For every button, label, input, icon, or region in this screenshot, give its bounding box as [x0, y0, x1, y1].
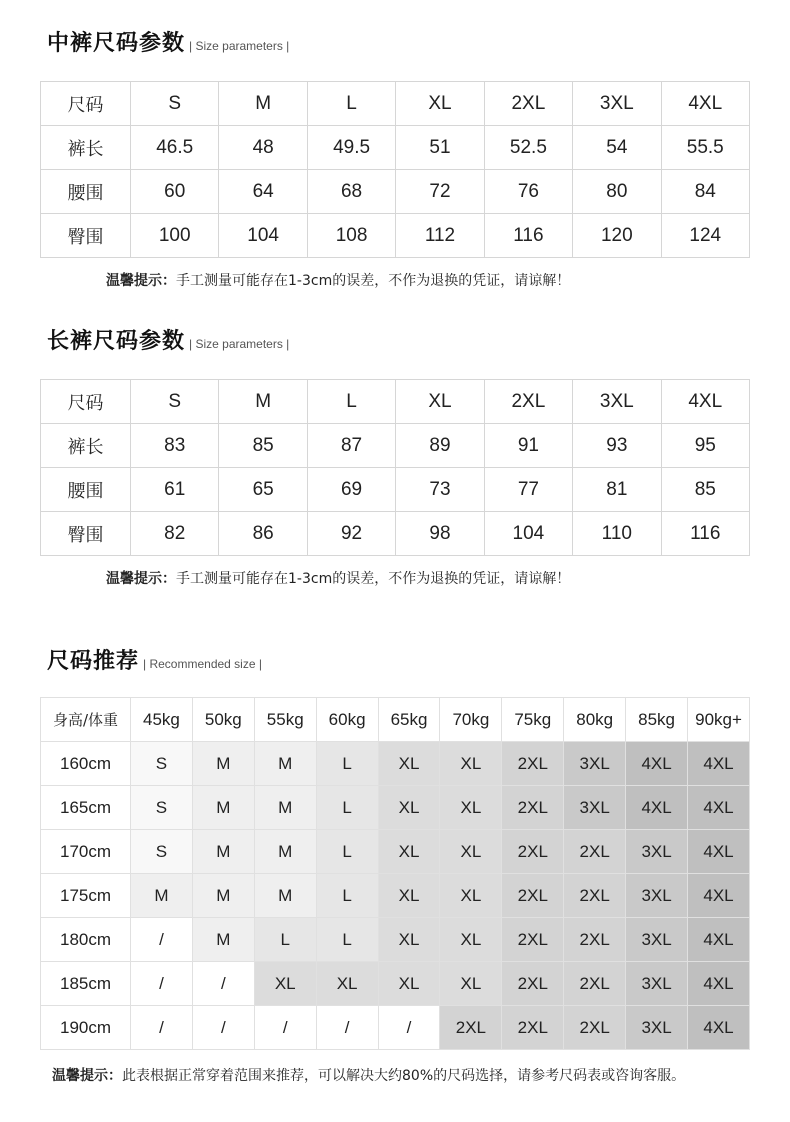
size-cell: XL — [440, 830, 502, 874]
weight-header-cell: 60kg — [316, 698, 378, 742]
table-row — [41, 742, 750, 786]
size-cell: / — [131, 918, 193, 962]
size-cell: XL — [440, 742, 502, 786]
row-label: 腰围 — [41, 468, 131, 512]
recommend-note — [52, 1065, 685, 1085]
recommend-subtitle-text: | Recommended size | — [143, 657, 262, 671]
height-label: 160cm — [41, 742, 131, 786]
header-cell: 4XL — [661, 380, 749, 424]
size-cell: 3XL — [626, 830, 688, 874]
table-cell: 110 — [573, 512, 661, 556]
size-cell: S — [131, 742, 193, 786]
header-cell: 3XL — [573, 380, 661, 424]
size-cell: 3XL — [564, 742, 626, 786]
weight-header-cell: 65kg — [378, 698, 440, 742]
note-label: 温馨提示： — [106, 273, 176, 289]
table-row — [41, 424, 750, 468]
size-cell: / — [192, 1006, 254, 1050]
header-cell: XL — [396, 380, 484, 424]
table-row — [41, 1006, 750, 1050]
size-cell: 3XL — [626, 1006, 688, 1050]
size-cell: S — [131, 786, 193, 830]
row-label: 臀围 — [41, 512, 131, 556]
height-label: 170cm — [41, 830, 131, 874]
table-cell: 76 — [484, 170, 572, 214]
table-row — [41, 918, 750, 962]
size-cell: L — [316, 742, 378, 786]
table-header-row — [41, 380, 750, 424]
size-cell: 2XL — [564, 962, 626, 1006]
shorts-subtitle-text: | Size parameters | — [189, 39, 290, 53]
table-cell: 104 — [219, 214, 307, 258]
table-cell: 112 — [396, 214, 484, 258]
row-label: 裤长 — [41, 424, 131, 468]
header-cell: M — [219, 380, 307, 424]
size-cell: 4XL — [688, 874, 750, 918]
note-label: 温馨提示： — [106, 571, 176, 587]
row-label: 腰围 — [41, 170, 131, 214]
weight-header-cell: 80kg — [564, 698, 626, 742]
size-cell: L — [316, 918, 378, 962]
weight-header-cell: 55kg — [254, 698, 316, 742]
size-cell: M — [254, 786, 316, 830]
size-cell: XL — [440, 962, 502, 1006]
table-cell: 80 — [573, 170, 661, 214]
table-cell: 51 — [396, 126, 484, 170]
size-cell: M — [192, 742, 254, 786]
pants-subtitle-text: | Size parameters | — [189, 337, 290, 351]
table-cell: 72 — [396, 170, 484, 214]
table-row — [41, 830, 750, 874]
size-cell: 3XL — [626, 962, 688, 1006]
size-cell: M — [254, 830, 316, 874]
size-cell: M — [254, 874, 316, 918]
table-cell: 91 — [484, 424, 572, 468]
row-label: 臀围 — [41, 214, 131, 258]
size-cell: L — [254, 918, 316, 962]
size-cell: M — [192, 830, 254, 874]
size-cell: 2XL — [564, 830, 626, 874]
header-cell: M — [219, 82, 307, 126]
table-cell: 124 — [661, 214, 749, 258]
table-header-row — [41, 698, 750, 742]
size-cell: XL — [440, 786, 502, 830]
size-cell: M — [254, 742, 316, 786]
height-label: 180cm — [41, 918, 131, 962]
table-cell: 69 — [307, 468, 395, 512]
size-cell: 3XL — [626, 918, 688, 962]
size-cell: XL — [378, 742, 440, 786]
table-cell: 52.5 — [484, 126, 572, 170]
size-cell: 4XL — [688, 742, 750, 786]
header-cell: S — [131, 380, 219, 424]
header-cell: 4XL — [661, 82, 749, 126]
table-cell: 92 — [307, 512, 395, 556]
table-cell: 48 — [219, 126, 307, 170]
height-label: 185cm — [41, 962, 131, 1006]
size-cell: 3XL — [564, 786, 626, 830]
table-cell: 46.5 — [131, 126, 219, 170]
size-cell: XL — [254, 962, 316, 1006]
table-cell: 85 — [219, 424, 307, 468]
table-cell: 87 — [307, 424, 395, 468]
table-cell: 93 — [573, 424, 661, 468]
size-cell: 2XL — [502, 962, 564, 1006]
table-cell: 116 — [484, 214, 572, 258]
table-row — [41, 786, 750, 830]
header-cell: XL — [396, 82, 484, 126]
header-cell: 3XL — [573, 82, 661, 126]
pants-size-title — [47, 324, 289, 355]
shorts-measure-note — [106, 270, 570, 290]
pants-title-text: 长裤尺码参数 — [47, 329, 186, 354]
size-cell: / — [192, 962, 254, 1006]
recommend-title-text: 尺码推荐 — [47, 649, 140, 674]
table-cell: 81 — [573, 468, 661, 512]
size-cell: 4XL — [626, 742, 688, 786]
size-cell: 3XL — [626, 874, 688, 918]
weight-header-cell: 75kg — [502, 698, 564, 742]
table-cell: 61 — [131, 468, 219, 512]
size-cell: 4XL — [688, 962, 750, 1006]
shorts-size-title — [47, 26, 289, 57]
size-cell: 2XL — [502, 786, 564, 830]
table-cell: 120 — [573, 214, 661, 258]
weight-header-cell: 45kg — [131, 698, 193, 742]
header-cell: L — [307, 380, 395, 424]
header-cell: 尺码 — [41, 82, 131, 126]
note-text: 手工测量可能存在1-3cm的误差，不作为退换的凭证，请谅解！ — [176, 571, 571, 587]
height-label: 190cm — [41, 1006, 131, 1050]
table-row — [41, 170, 750, 214]
header-cell: 2XL — [484, 380, 572, 424]
size-cell: L — [316, 874, 378, 918]
size-cell: XL — [378, 786, 440, 830]
table-cell: 95 — [661, 424, 749, 468]
size-cell: 4XL — [688, 830, 750, 874]
table-cell: 89 — [396, 424, 484, 468]
size-cell: 4XL — [688, 786, 750, 830]
weight-header-cell: 85kg — [626, 698, 688, 742]
table-cell: 64 — [219, 170, 307, 214]
table-cell: 49.5 — [307, 126, 395, 170]
table-cell: 60 — [131, 170, 219, 214]
height-label: 165cm — [41, 786, 131, 830]
table-cell: 54 — [573, 126, 661, 170]
size-cell: 2XL — [502, 874, 564, 918]
size-cell: S — [131, 830, 193, 874]
size-cell: M — [192, 874, 254, 918]
table-row — [41, 468, 750, 512]
table-cell: 83 — [131, 424, 219, 468]
size-cell: / — [316, 1006, 378, 1050]
size-cell: 4XL — [688, 918, 750, 962]
size-cell: 4XL — [688, 1006, 750, 1050]
size-cell: M — [192, 786, 254, 830]
size-cell: XL — [378, 918, 440, 962]
size-cell: M — [131, 874, 193, 918]
table-cell: 86 — [219, 512, 307, 556]
table-cell: 84 — [661, 170, 749, 214]
recommend-size-title — [47, 644, 262, 675]
table-cell: 77 — [484, 468, 572, 512]
table-cell: 68 — [307, 170, 395, 214]
size-cell: / — [378, 1006, 440, 1050]
note-text: 手工测量可能存在1-3cm的误差，不作为退换的凭证，请谅解！ — [176, 273, 571, 289]
table-cell: 116 — [661, 512, 749, 556]
size-cell: 2XL — [564, 1006, 626, 1050]
weight-header-cell: 70kg — [440, 698, 502, 742]
size-cell: XL — [378, 874, 440, 918]
height-weight-corner: 身高/体重 — [41, 698, 131, 742]
shorts-size-table — [40, 81, 750, 258]
header-cell: 尺码 — [41, 380, 131, 424]
note-text: 此表根据正常穿着范围来推荐，可以解决大约80%的尺码选择，请参考尺码表或咨询客服。 — [122, 1068, 686, 1084]
size-cell: 2XL — [502, 830, 564, 874]
header-cell: S — [131, 82, 219, 126]
size-recommendation-table — [40, 697, 750, 1050]
table-row — [41, 126, 750, 170]
table-cell: 73 — [396, 468, 484, 512]
table-cell: 65 — [219, 468, 307, 512]
size-cell: M — [192, 918, 254, 962]
height-label: 175cm — [41, 874, 131, 918]
table-row — [41, 962, 750, 1006]
size-cell: XL — [440, 874, 502, 918]
pants-size-table — [40, 379, 750, 556]
size-cell: / — [131, 962, 193, 1006]
size-cell: 2XL — [502, 1006, 564, 1050]
size-cell: 2XL — [564, 874, 626, 918]
size-cell: XL — [378, 830, 440, 874]
size-cell: 2XL — [564, 918, 626, 962]
size-cell: L — [316, 786, 378, 830]
size-cell: 2XL — [440, 1006, 502, 1050]
size-cell: 4XL — [626, 786, 688, 830]
pants-measure-note — [106, 568, 570, 588]
weight-header-cell: 90kg+ — [688, 698, 750, 742]
size-cell: XL — [316, 962, 378, 1006]
size-cell: 2XL — [502, 918, 564, 962]
size-cell: XL — [378, 962, 440, 1006]
size-cell: / — [131, 1006, 193, 1050]
weight-header-cell: 50kg — [192, 698, 254, 742]
table-cell: 82 — [131, 512, 219, 556]
size-cell: / — [254, 1006, 316, 1050]
table-cell: 85 — [661, 468, 749, 512]
size-cell: L — [316, 830, 378, 874]
table-cell: 98 — [396, 512, 484, 556]
size-cell: 2XL — [502, 742, 564, 786]
size-cell: XL — [440, 918, 502, 962]
note-label: 温馨提示： — [52, 1068, 122, 1084]
table-row — [41, 214, 750, 258]
table-header-row — [41, 82, 750, 126]
table-cell: 108 — [307, 214, 395, 258]
table-cell: 100 — [131, 214, 219, 258]
table-cell: 104 — [484, 512, 572, 556]
shorts-title-text: 中裤尺码参数 — [47, 31, 186, 56]
row-label: 裤长 — [41, 126, 131, 170]
table-cell: 55.5 — [661, 126, 749, 170]
header-cell: L — [307, 82, 395, 126]
header-cell: 2XL — [484, 82, 572, 126]
table-row — [41, 874, 750, 918]
table-row — [41, 512, 750, 556]
